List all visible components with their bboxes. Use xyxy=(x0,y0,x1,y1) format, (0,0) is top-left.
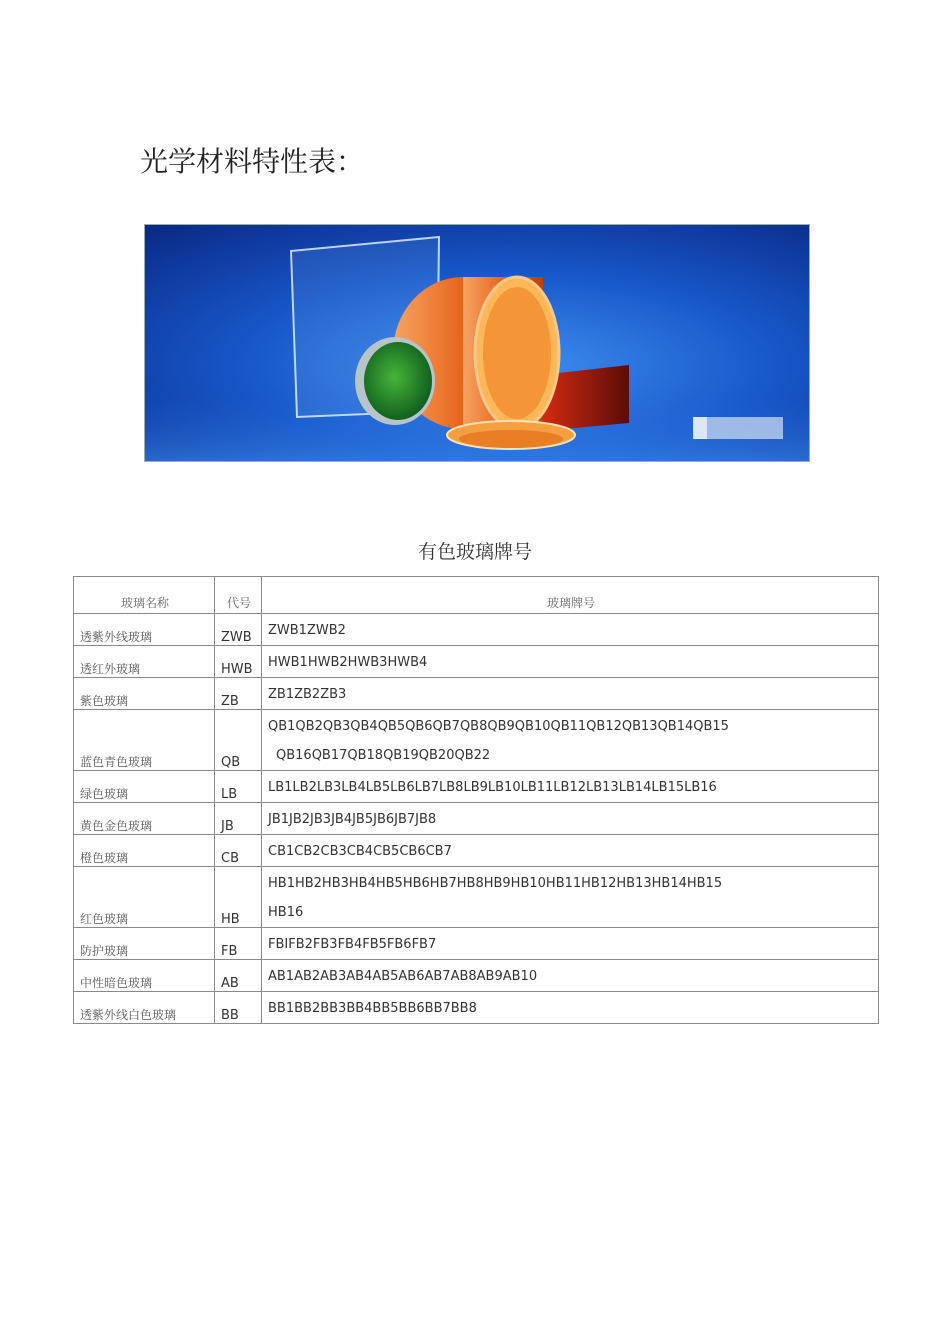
colored-glass-table xyxy=(73,576,879,1024)
grades-cell: CB1CB2CB3CB4CB5CB6CB7 xyxy=(262,835,879,867)
grades-cell: LB1LB2LB3LB4LB5LB6LB7LB8LB9LB10LB11LB12LB13LB14LB15LB16 xyxy=(262,771,879,803)
table-row xyxy=(74,867,879,928)
grades-cell: FBIFB2FB3FB4FB5FB6FB7 xyxy=(262,928,879,960)
grades-line: HB1HB2HB3HB4HB5HB6HB7HB8HB9HB10HB11HB12HB13HB14HB15 xyxy=(268,876,723,891)
glass-name-cell: 防护玻璃 xyxy=(74,928,215,960)
grades-cell: BB1BB2BB3BB4BB5BB6BB7BB8 xyxy=(262,992,879,1024)
grades-cell: HWB1HWB2HWB3HWB4 xyxy=(262,646,879,678)
code-cell: AB xyxy=(215,960,262,992)
code-cell: FB xyxy=(215,928,262,960)
grades-line-continued: HB16 xyxy=(268,905,304,920)
grades-line-continued: QB16QB17QB18QB19QB20QB22 xyxy=(276,748,491,763)
glass-name-cell: 橙色玻璃 xyxy=(74,835,215,867)
grades-line: QB1QB2QB3QB4QB5QB6QB7QB8QB9QB10QB11QB12QB13QB14QB15 xyxy=(268,719,729,734)
code-cell: HWB xyxy=(215,646,262,678)
code-cell: HB xyxy=(215,867,262,928)
page-title: 光学材料特性表： xyxy=(140,145,365,178)
glass-name-cell: 紫色玻璃 xyxy=(74,678,215,710)
glass-name-cell: 透紫外线白色玻璃 xyxy=(74,992,215,1024)
glass-name-cell: 透红外玻璃 xyxy=(74,646,215,678)
code-cell: LB xyxy=(215,771,262,803)
table-row xyxy=(74,992,879,1024)
hero-image-optical-filters xyxy=(144,224,810,462)
glass-name-cell: 黄色金色玻璃 xyxy=(74,803,215,835)
grades-cell: JB1JB2JB3JB4JB5JB6JB7JB8 xyxy=(262,803,879,835)
glass-name-cell: 中性暗色玻璃 xyxy=(74,960,215,992)
code-cell: ZWB xyxy=(215,614,262,646)
table-row xyxy=(74,710,879,771)
header-grades: 玻璃牌号 xyxy=(262,577,879,614)
table-row xyxy=(74,960,879,992)
table-caption: 有色玻璃牌号 xyxy=(417,541,532,563)
glass-name-cell: 红色玻璃 xyxy=(74,867,215,928)
grades-cell xyxy=(262,710,879,771)
glass-name-cell: 蓝色青色玻璃 xyxy=(74,710,215,771)
table-header-row xyxy=(74,577,879,614)
table-row xyxy=(74,614,879,646)
grades-cell: ZWB1ZWB2 xyxy=(262,614,879,646)
table-row xyxy=(74,678,879,710)
code-cell: JB xyxy=(215,803,262,835)
table-row xyxy=(74,646,879,678)
table-row xyxy=(74,803,879,835)
code-cell: ZB xyxy=(215,678,262,710)
table-row xyxy=(74,928,879,960)
grades-cell: AB1AB2AB3AB4AB5AB6AB7AB8AB9AB10 xyxy=(262,960,879,992)
grades-cell xyxy=(262,867,879,928)
table-row xyxy=(74,835,879,867)
code-cell: CB xyxy=(215,835,262,867)
code-cell: QB xyxy=(215,710,262,771)
code-cell: BB xyxy=(215,992,262,1024)
glass-name-cell: 绿色玻璃 xyxy=(74,771,215,803)
grades-cell: ZB1ZB2ZB3 xyxy=(262,678,879,710)
glass-name-cell: 透紫外线玻璃 xyxy=(74,614,215,646)
table-row xyxy=(74,771,879,803)
header-code: 代号 xyxy=(215,577,262,614)
header-glass-name: 玻璃名称 xyxy=(74,577,215,614)
